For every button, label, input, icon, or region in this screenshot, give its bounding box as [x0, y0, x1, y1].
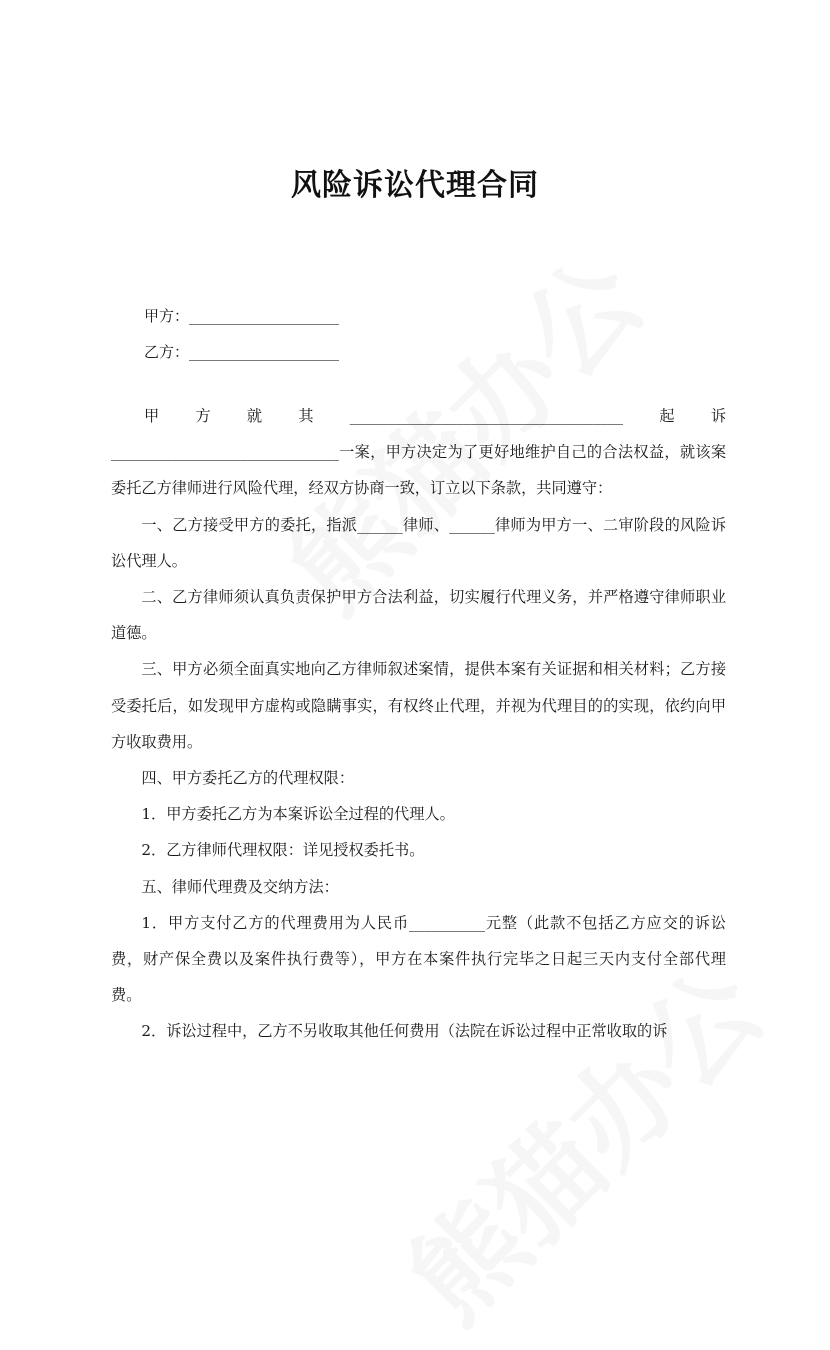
clause-paragraph: 二、乙方律师须认真负责保护甲方合法利益，切实履行代理义务，并严格遵守律师职业道德。 [111, 588, 726, 643]
intro-blank: ____________________________________ [349, 407, 624, 425]
parties-block [144, 298, 339, 370]
intro-word: 方 [195, 407, 211, 425]
clause-paragraph: 三、甲方必须全面真实地向乙方律师叙述案情，提供本案有关证据和相关材料；乙方接受委托后，如发现甲方虚构或隐瞒事实，有权终止代理，并视为代理目的的实现，依约向甲方收取费用。 [111, 660, 726, 751]
clause-paragraph: 2．诉讼过程中，乙方不另收取其他任何费用（法院在诉讼过程中正常收取的诉 [141, 1022, 668, 1041]
intro-word: 其 [298, 407, 314, 425]
clause-paragraph: 四、甲方委托乙方的代理权限： [141, 769, 355, 788]
clause-paragraph: 五、律师代理费及交纳方法： [141, 877, 339, 896]
clause-paragraph: 1．甲方委托乙方为本案诉讼全过程的代理人。 [141, 805, 455, 824]
intro-word: 起 [659, 407, 675, 425]
clause-paragraph: 一、乙方接受甲方的委托，指派______律师、______律师为甲方一、二审阶段的风险诉讼代理人。 [111, 515, 726, 570]
intro-word: 就 [246, 407, 263, 425]
clause-paragraph: 1．甲方支付乙方的代理费用为人民币__________元整（此款不包括乙方应交的诉讼费，财产保全费以及案件执行费等），甲方在本案件执行完毕之日起三天内支付全部代理费。 [111, 913, 726, 1005]
intro-word: 甲 [144, 407, 160, 425]
intro-word: 诉 [710, 407, 726, 425]
intro-first-line [111, 398, 726, 434]
document-title: 风险诉讼代理合同 [291, 168, 539, 203]
party-b-line: 乙方：____________________ [144, 343, 340, 361]
clause-paragraph: 2．乙方律师代理权限：详见授权委托书。 [141, 841, 425, 860]
contract-body [111, 398, 726, 1050]
party-a-line: 甲方：____________________ [144, 307, 340, 325]
intro-paragraph: ______________________________一案，甲方决定为了更好地维护自己的合法权益，就该案委托乙方律师进行风险代理，经双方协商一致，订立以下条款，共同遵守： [111, 443, 726, 498]
